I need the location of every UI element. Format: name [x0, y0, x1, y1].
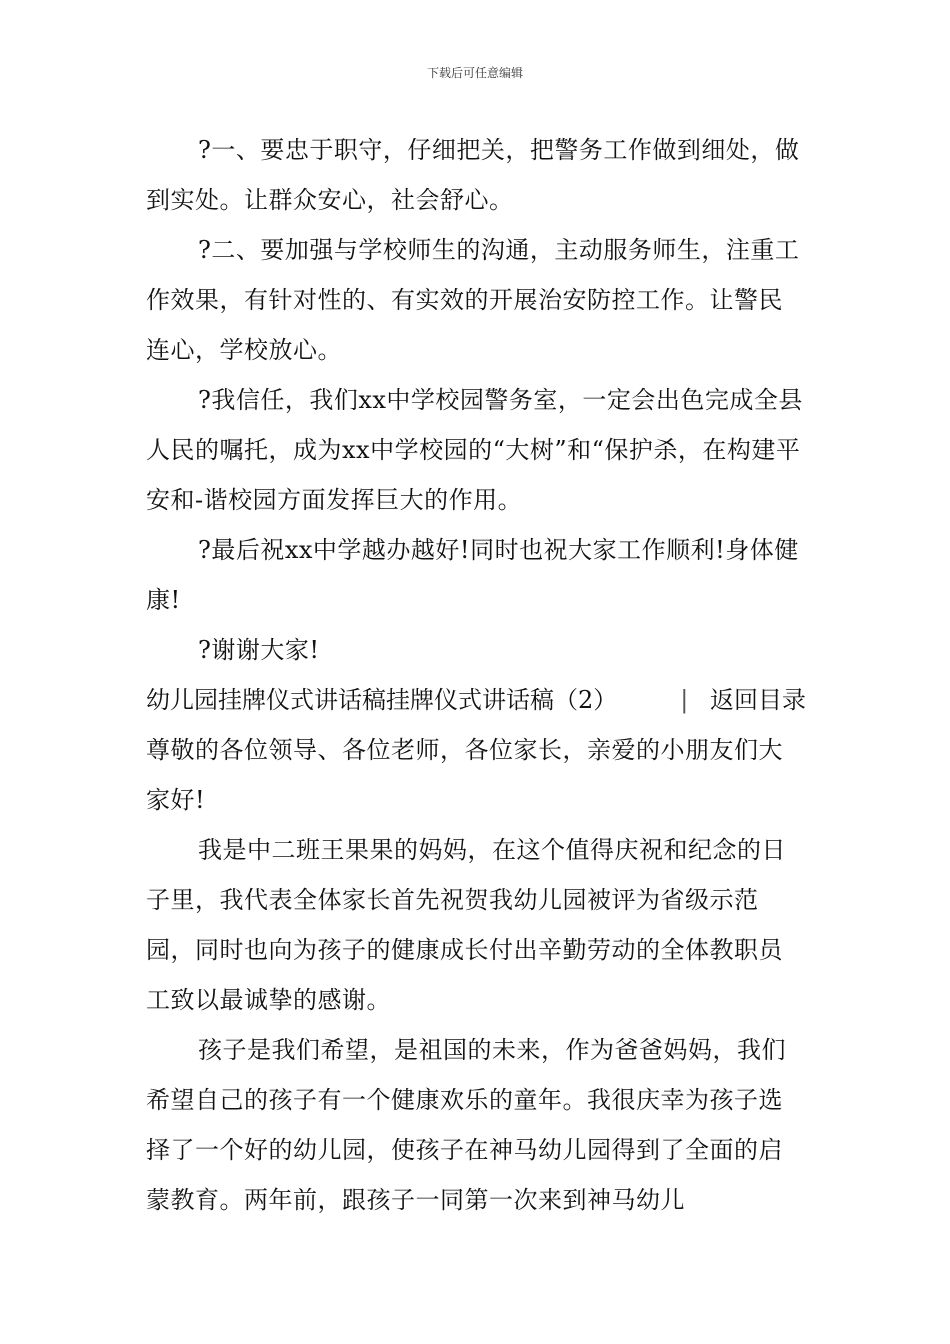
- return-to-toc-link[interactable]: 返回目录: [710, 686, 806, 714]
- paragraph-children-hope: 孩子是我们希望，是祖国的未来，作为爸爸妈妈，我们希望自己的孩子有一个健康欢乐的童年。我很庆幸为孩子选择了一个好的幼儿园，使孩子在神马幼儿园得到了全面的启蒙教育。两年前，跟孩子一同第一次来到神马幼儿: [146, 1036, 786, 1214]
- paragraph-communication: ?二、要加强与学校师生的沟通，主动服务师生，注重工作效果，有针对性的、有实效的开展治安防控工作。让警民连心，学校放心。: [146, 236, 800, 364]
- paragraph-duty: ?一、要忠于职守，仔细把关，把警务工作做到细处，做到实处。让群众安心，社会舒心。: [146, 136, 800, 214]
- paragraph-greeting: 尊敬的各位领导、各位老师，各位家长，亲爱的小朋友们大家好!: [146, 736, 783, 814]
- section-separator: |: [680, 686, 689, 714]
- paragraph-congratulations: 我是中二班王果果的妈妈，在这个值得庆祝和纪念的日子里，我代表全体家长首先祝贺我幼儿园被评为省级示范园，同时也向为孩子的健康成长付出辛勤劳动的全体教职员工致以最诚挚的感谢。: [146, 836, 786, 1014]
- document-body: [146, 125, 806, 1225]
- paragraph-wishes: ?最后祝xx中学越办越好!同时也祝大家工作顺利!身体健康!: [146, 536, 799, 614]
- section-title: 幼儿园挂牌仪式讲话稿挂牌仪式讲话稿（2）: [146, 686, 618, 714]
- page-header-note: 下载后可任意编辑: [426, 66, 523, 80]
- section-heading: [146, 675, 806, 725]
- paragraph-thanks: ?谢谢大家!: [198, 636, 320, 664]
- paragraph-trust: ?我信任，我们xx中学校园警务室，一定会出色完成全县人民的嘱托，成为xx中学校园的“大树”和“保护杀，在构建平安和-谐校园方面发挥巨大的作用。: [146, 386, 803, 514]
